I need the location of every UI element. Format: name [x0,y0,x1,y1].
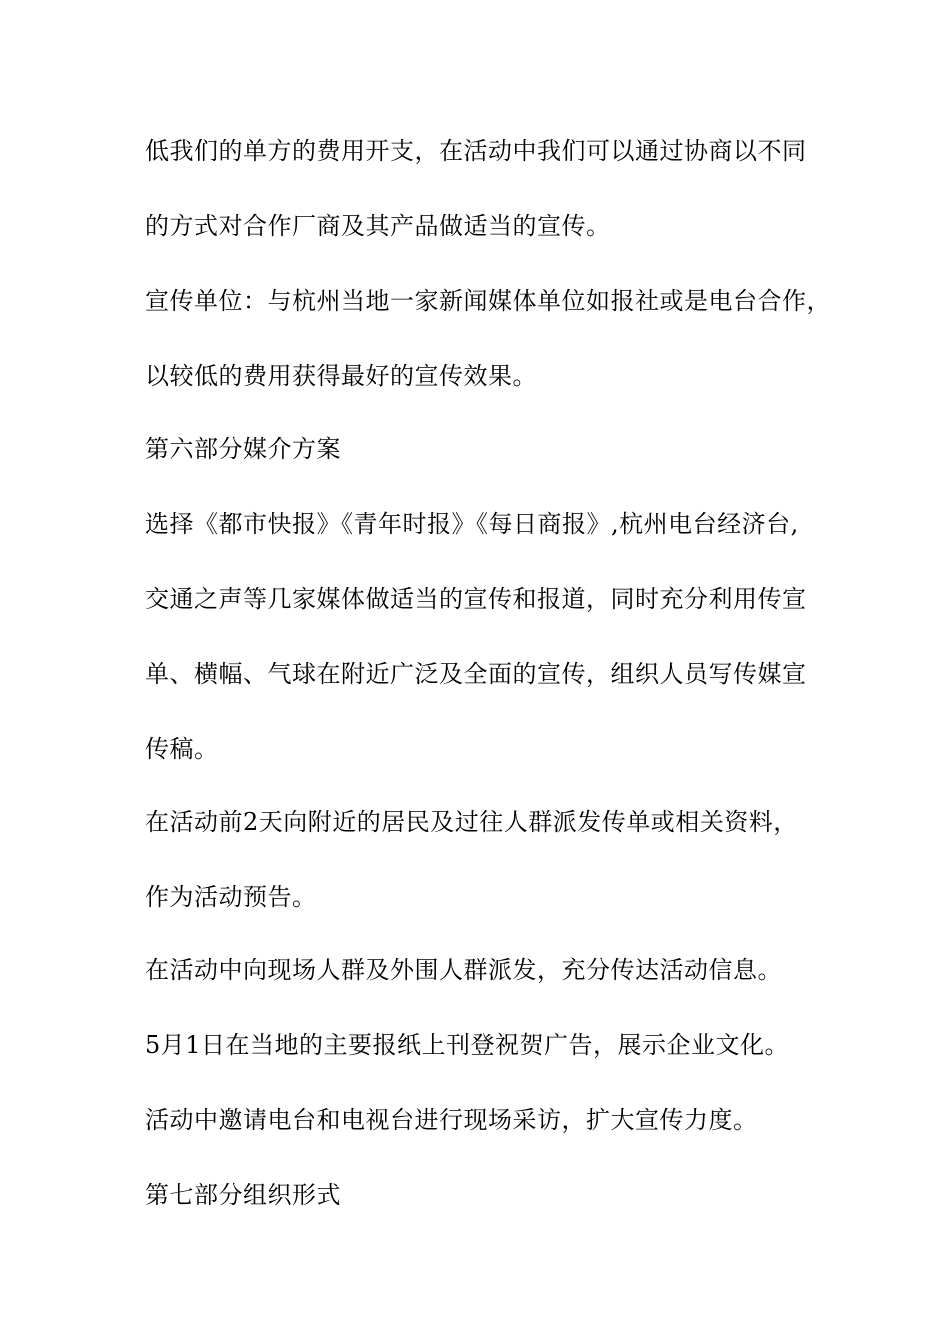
paragraph-line: 的方式对合作厂商及其产品做适当的宣传。 [145,212,611,240]
paragraph-line: 以较低的费用获得最好的宣传效果。 [145,362,537,390]
paragraph-line: 在活动中向现场人群及外围人群派发，充分传达活动信息。 [145,956,782,984]
paragraph-line: 单、横幅、气球在附近广泛及全面的宣传，组织人员写传媒宣 [145,660,807,688]
paragraph-line: 低我们的单方的费用开支，在活动中我们可以通过协商以不同 [145,137,807,165]
paragraph-line: 作为活动预告。 [145,883,317,911]
paragraph-line: 活动中邀请电台和电视台进行现场采访，扩大宣传力度。 [145,1106,758,1134]
paragraph-line: 5月1日在当地的主要报纸上刊登祝贺广告，展示企业文化。 [145,1031,790,1059]
paragraph-line: 宣传单位：与杭州当地一家新闻媒体单位如报社或是电台合作， [145,287,831,315]
paragraph-line: 选择《都市快报》《青年时报》《每日商报》,杭州电台经济台, [145,510,799,538]
section-heading: 第六部分媒介方案 [145,435,341,463]
paragraph-line: 在活动前2天向附近的居民及过往人群派发传单或相关资料， [145,808,798,836]
section-heading: 第七部分组织形式 [145,1181,341,1209]
paragraph-line: 传稿。 [145,735,219,763]
paragraph-line: 交通之声等几家媒体做适当的宣传和报道，同时充分利用传宣 [145,585,807,613]
